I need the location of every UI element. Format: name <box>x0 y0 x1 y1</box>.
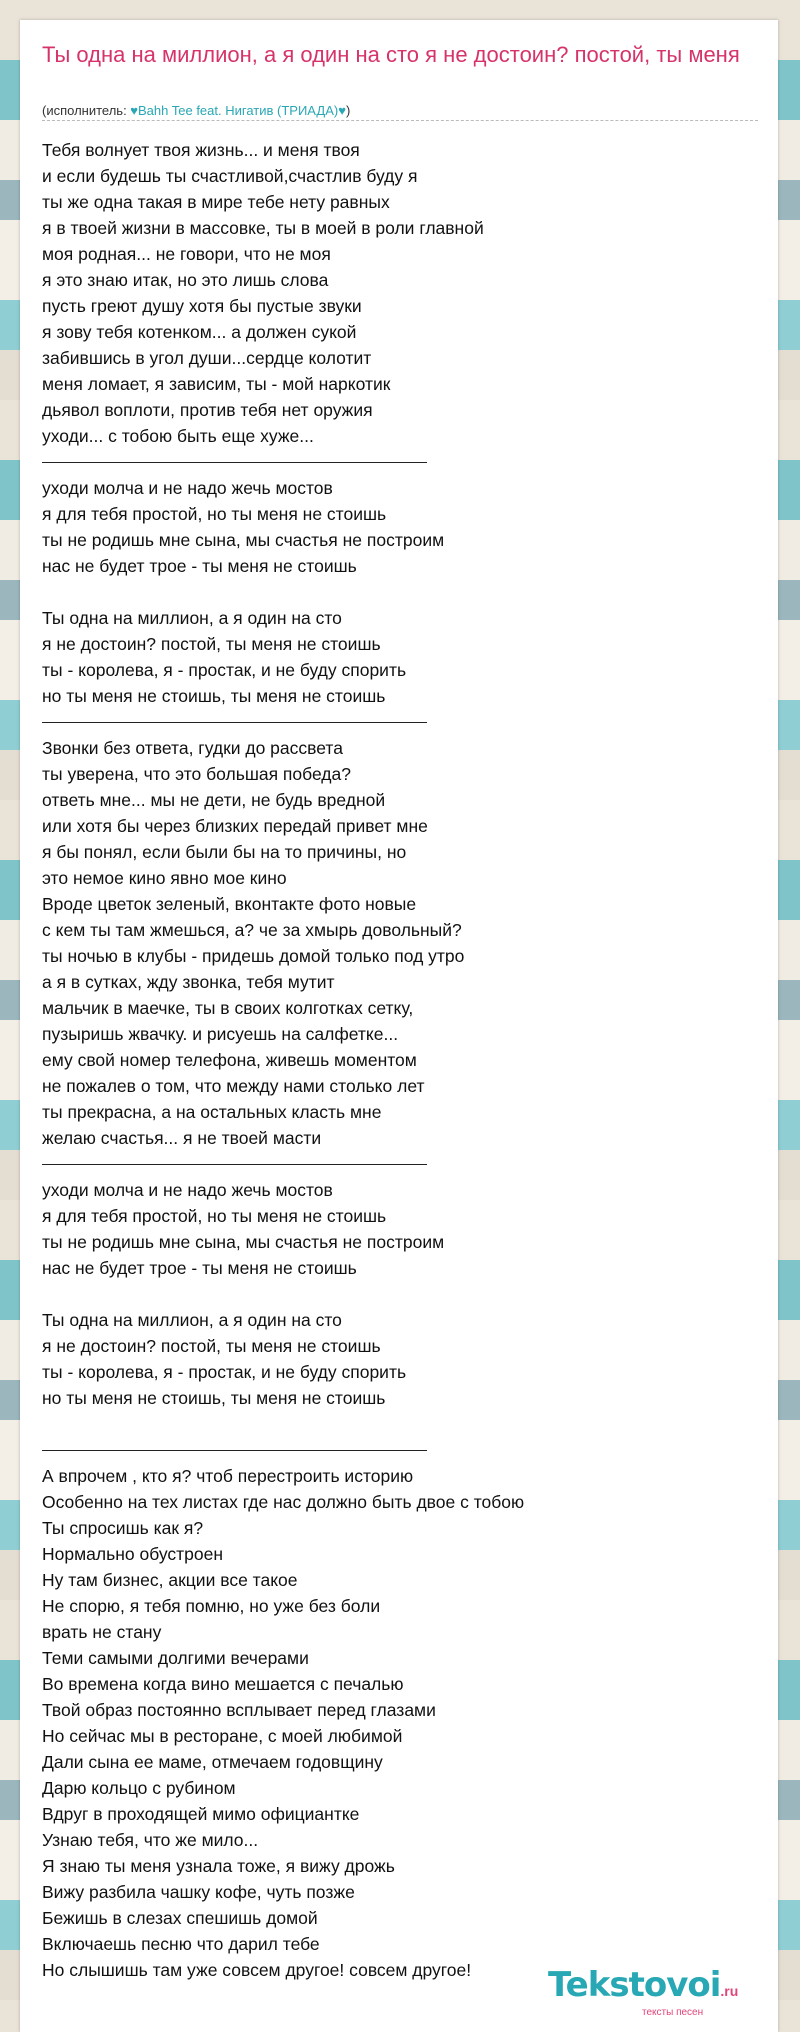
artist-link[interactable]: ♥Bahh Tee feat. Нигатив (ТРИАДА)♥ <box>130 103 346 118</box>
lyric-line: Вижу разбила чашку кофе, чуть позже <box>42 1882 355 1902</box>
lyric-line: не пожалев о том, что между нами столько лет <box>42 1076 425 1096</box>
lyric-line: и если будешь ты счастливой,счастлив буду я <box>42 166 418 186</box>
lyric-line: с кем ты там жмешься, а? че за хмырь довольный? <box>42 920 462 940</box>
lyric-line: а я в сутках, жду звонка, тебя мутит <box>42 972 335 992</box>
lyric-line: я для тебя простой, но ты меня не стоишь <box>42 504 387 524</box>
lyric-line: Ты спросишь как я? <box>42 1518 204 1538</box>
lyric-line: уходи молча и не надо жечь мостов <box>42 478 333 498</box>
lyric-line: Ты одна на миллион, а я один на сто <box>42 1310 342 1330</box>
lyric-line: ты - королева, я - простак, и не буду спорить <box>42 660 407 680</box>
lyric-line: ты не родишь мне сына, мы счастья не построим <box>42 1232 445 1252</box>
section-divider <box>42 709 762 735</box>
site-logo[interactable] <box>548 1965 768 2025</box>
lyric-line: Дали сына ее маме, отмечаем годовщину <box>42 1752 383 1772</box>
lyric-line: А впрочем , кто я? чтоб перестроить историю <box>42 1466 414 1486</box>
lyrics-body <box>42 137 762 1983</box>
lyric-line: Включаешь песню что дарил тебе <box>42 1934 320 1954</box>
logo-tagline: тексты песен <box>642 2007 704 2018</box>
lyric-line: Особенно на тех листах где нас должно быть двое с тобою <box>42 1492 525 1512</box>
lyric-line: моя родная... не говори, что не моя <box>42 244 331 264</box>
lyric-line: нас не будет трое - ты меня не стоишь <box>42 1258 357 1278</box>
lyric-line: дьявол воплоти, против тебя нет оружия <box>42 400 373 420</box>
lyric-line: Узнаю тебя, что же мило... <box>42 1830 259 1850</box>
logo-wordmark: Tekstovoi <box>548 1965 721 2005</box>
lyric-line: Нормально обустроен <box>42 1544 224 1564</box>
lyric-line: меня ломает, я зависим, ты - мой наркотик <box>42 374 391 394</box>
lyric-line: Ты одна на миллион, а я один на сто <box>42 608 342 628</box>
lyric-line: ты не родишь мне сына, мы счастья не построим <box>42 530 445 550</box>
byline-prefix: (исполнитель: <box>42 103 131 118</box>
lyric-line: Твой образ постоянно всплывает перед глазами <box>42 1700 436 1720</box>
section-divider <box>42 449 762 475</box>
stanza-gap <box>42 1281 762 1307</box>
lyric-line: я не достоин? постой, ты меня не стоишь <box>42 634 381 654</box>
lyric-line: Тебя волнует твоя жизнь... и меня твоя <box>42 140 360 160</box>
lyric-line: врать не стану <box>42 1622 162 1642</box>
byline <box>42 103 758 121</box>
lyric-line: уходи молча и не надо жечь мостов <box>42 1180 333 1200</box>
lyric-line: или хотя бы через близких передай привет мне <box>42 816 428 836</box>
lyric-line: Звонки без ответа, гудки до рассвета <box>42 738 343 758</box>
lyric-line: ты - королева, я - простак, и не буду спорить <box>42 1362 407 1382</box>
lyric-line: нас не будет трое - ты меня не стоишь <box>42 556 357 576</box>
lyric-line: забившись в угол души...сердце колотит <box>42 348 372 368</box>
lyric-line: я не достоин? постой, ты меня не стоишь <box>42 1336 381 1356</box>
lyric-line: Вроде цветок зеленый, вконтакте фото новые <box>42 894 417 914</box>
lyric-line: Во времена когда вино мешается с печалью <box>42 1674 404 1694</box>
lyric-line: Ну там бизнес, акции все такое <box>42 1570 298 1590</box>
lyric-line: уходи... с тобою быть еще хуже... <box>42 426 314 446</box>
lyric-line: желаю счастья... я не твоей масти <box>42 1128 322 1148</box>
lyric-line: Не спорю, я тебя помню, но уже без боли <box>42 1596 381 1616</box>
lyric-line: но ты меня не стоишь, ты меня не стоишь <box>42 1388 386 1408</box>
lyric-line: Теми самыми долгими вечерами <box>42 1648 309 1668</box>
section-divider <box>42 1151 762 1177</box>
lyric-line: Бежишь в слезах спешишь домой <box>42 1908 318 1928</box>
lyric-line: это немое кино явно мое кино <box>42 868 287 888</box>
lyric-line: но ты меня не стоишь, ты меня не стоишь <box>42 686 386 706</box>
logo-tld: .ru <box>720 1983 739 1999</box>
lyric-line: ты уверена, что это большая победа? <box>42 764 351 784</box>
lyric-line: я это знаю итак, но это лишь слова <box>42 270 329 290</box>
section-divider <box>42 1437 762 1463</box>
lyric-line: ответь мне... мы не дети, не будь вредной <box>42 790 386 810</box>
lyric-line: пусть греют душу хотя бы пустые звуки <box>42 296 362 316</box>
lyric-line: Вдруг в проходящей мимо официантке <box>42 1804 360 1824</box>
lyric-line: ты ночью в клубы - придешь домой только под утро <box>42 946 465 966</box>
lyric-line: Я знаю ты меня узнала тоже, я вижу дрожь <box>42 1856 395 1876</box>
lyric-line: Но слышишь там уже совсем другое! совсем другое! <box>42 1960 472 1980</box>
lyrics-card <box>20 20 778 2032</box>
lyric-line: ему свой номер телефона, живешь моментом <box>42 1050 417 1070</box>
byline-suffix: ) <box>345 103 351 118</box>
lyric-line: я бы понял, если были бы на то причины, но <box>42 842 407 862</box>
lyric-line: пузыришь жвачку. и рисуешь на салфетке... <box>42 1024 399 1044</box>
stanza-gap <box>42 1411 762 1437</box>
lyric-line: Дарю кольцо с рубином <box>42 1778 236 1798</box>
lyric-line: я в твоей жизни в массовке, ты в моей в роли главной <box>42 218 484 238</box>
stanza-gap <box>42 579 762 605</box>
lyric-line: я зову тебя котенком... а должен сукой <box>42 322 357 342</box>
lyric-line: ты прекрасна, а на остальных класть мне <box>42 1102 382 1122</box>
lyric-line: Но сейчас мы в ресторане, с моей любимой <box>42 1726 403 1746</box>
page-title: Ты одна на миллион, а я один на сто я не достоин? постой, ты меня <box>42 42 740 67</box>
lyric-line: ты же одна такая в мире тебе нету равных <box>42 192 390 212</box>
lyric-line: я для тебя простой, но ты меня не стоишь <box>42 1206 387 1226</box>
lyric-line: мальчик в маечке, ты в своих колготках сетку, <box>42 998 414 1018</box>
